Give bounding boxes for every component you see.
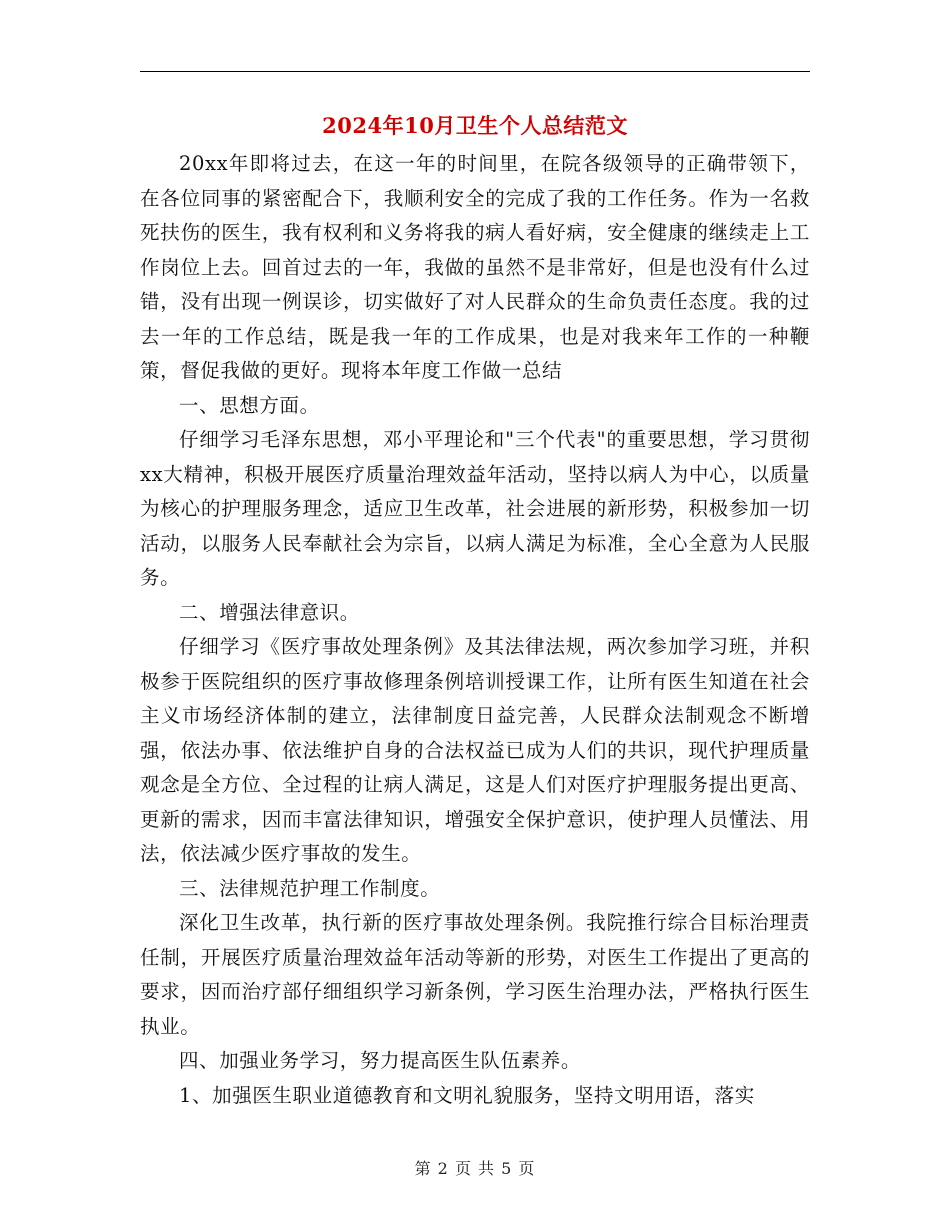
header-rule [140, 71, 810, 72]
paragraph-1: 仔细学习毛泽东思想，邓小平理论和"三个代表"的重要思想，学习贯彻xx大精神，积极开展医疗质量治理效益年活动，坚持以病人为中心，以质量为核心的护理服务理念，适应卫生改革，社会进展的新形势，积极参加一切活动，以服务人民奉献社会为宗旨，以病人满足为标准，全心全意为人民服务。 [140, 428, 810, 589]
section-heading-4: 四、加强业务学习，努力提高医生队伍素养。 [179, 1049, 582, 1072]
page-number: 第 2 页 共 5 页 [414, 1159, 536, 1178]
paragraph-4: 1、加强医生职业道德教育和文明礼貌服务，坚持文明用语，落实 [179, 1083, 755, 1107]
paragraph-intro: 20xx年即将过去，在这一年的时间里，在院各级领导的正确带领下，在各位同事的紧密配合下，我顺利安全的完成了我的工作任务。作为一名救死扶伤的医生，我有权利和义务将我的病人看好病，安全健康的继续走上工作岗位上去。回首过去的一年，我做的虽然不是非常好，但是也没有什么过错，没有出现一例误诊，切实做好了对人民群众的生命负责任态度。我的过去一年的工作总结，既是我一年的工作成果，也是对我来年工作的一种鞭策，督促我做的更好。现将本年度工作做一总结 [140, 152, 810, 382]
paragraph-2: 仔细学习《医疗事故处理条例》及其法律法规，两次参加学习班，并积极参于医院组织的医疗事故修理条例培训授课工作，让所有医生知道在社会主义市场经济体制的建立，法律制度日益完善，人民群众法制观念不断增强，依法办事、依法维护自身的合法权益已成为人们的共识，现代护理质量观念是全方位、全过程的让病人满足，这是人们对医疗护理服务提出更高、更新的需求，因而丰富法律知识，增强安全保护意识，使护理人员懂法、用法，依法减少医疗事故的发生。 [140, 635, 810, 865]
section-heading-1: 一、思想方面。 [179, 393, 320, 417]
document-title: 2024年10月卫生个人总结范文 [322, 113, 628, 138]
document-body [140, 147, 810, 1113]
section-heading-3: 三、法律规范护理工作制度。 [179, 876, 441, 900]
paragraph-3: 深化卫生改革，执行新的医疗事故处理条例。我院推行综合目标治理责任制，开展医疗质量治理效益年活动等新的形势，对医生工作提出了更高的要求，因而治疗部仔细组织学习新条例，学习医生治理办法，严格执行医生执业。 [140, 911, 810, 1038]
section-heading-2: 二、增强法律意识。 [179, 600, 360, 624]
